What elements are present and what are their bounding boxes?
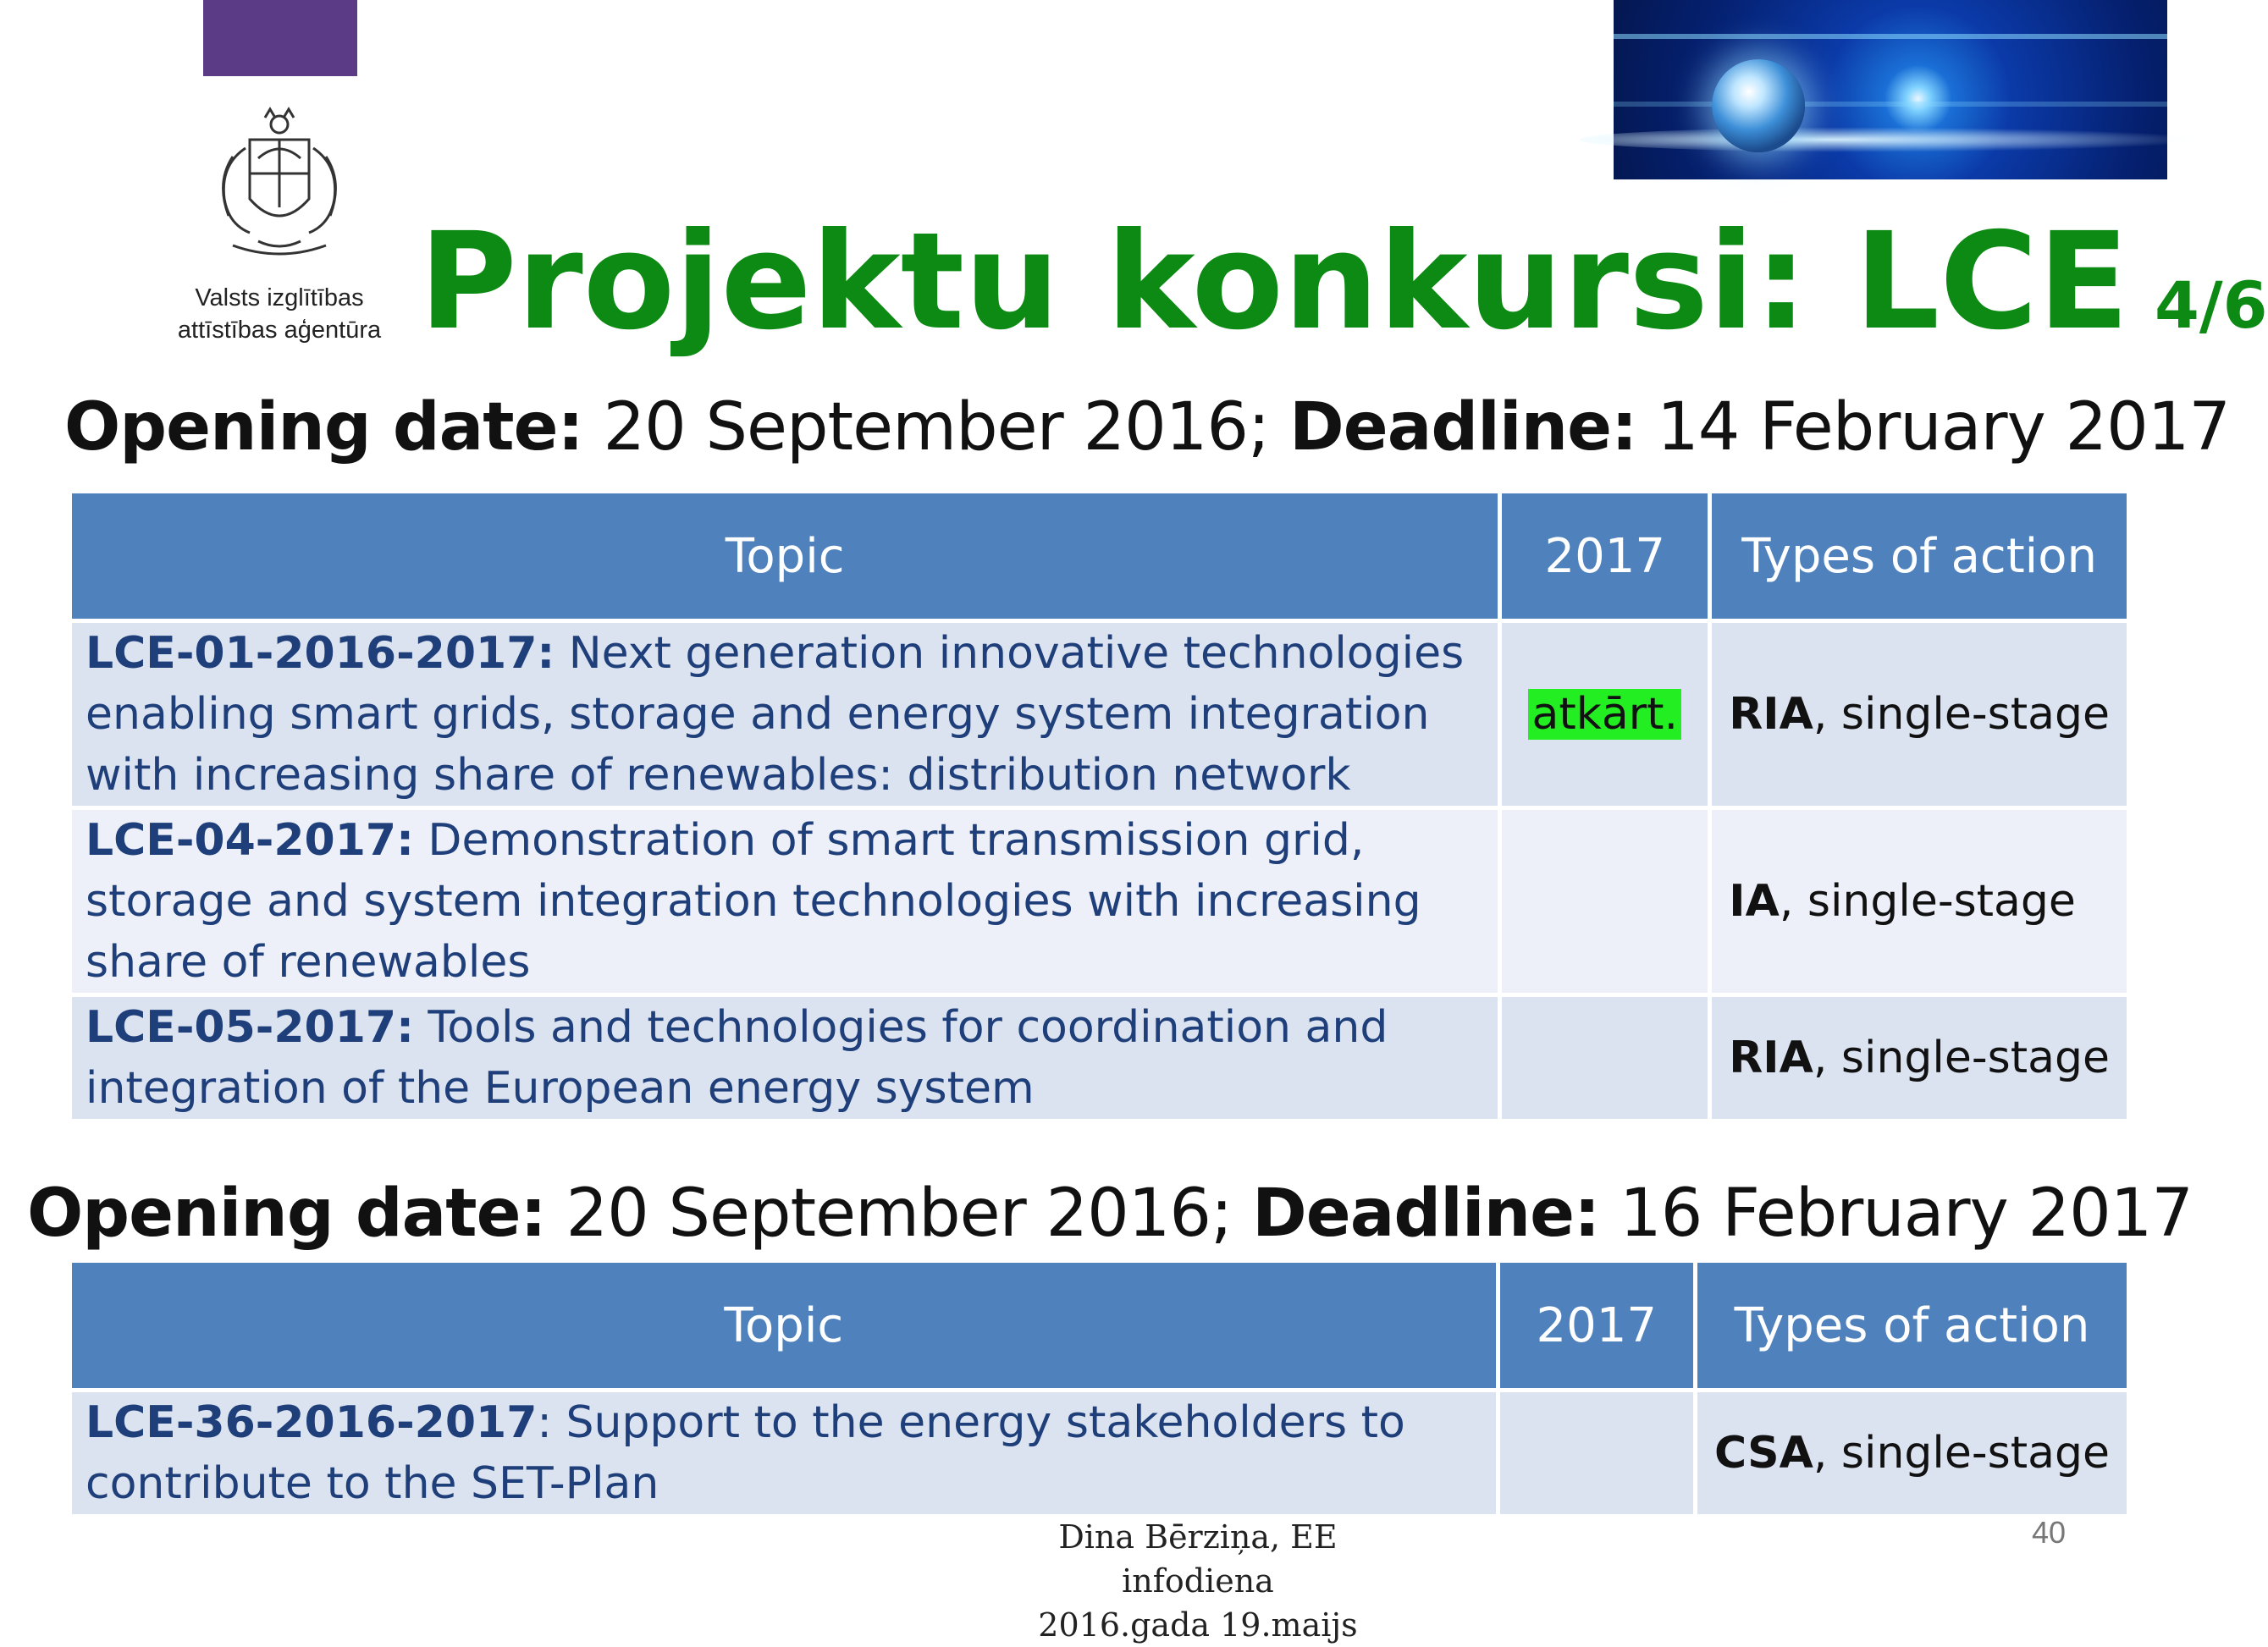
table-header-row [72, 1263, 2127, 1388]
agency-name-line2: attīstības aģentūra [177, 317, 382, 344]
repeat-badge: atkārt. [1528, 689, 1681, 740]
slide-title [419, 204, 2268, 360]
header-types: Types of action [1697, 1263, 2127, 1388]
header-year: 2017 [1502, 493, 1708, 619]
action-code: CSA [1714, 1428, 1813, 1479]
opening-label: Opening date: [27, 1176, 546, 1252]
topics-table-2 [68, 1259, 2131, 1518]
slide-footer [991, 1515, 1405, 1647]
deadline-label: Deadline: [1252, 1176, 1600, 1252]
agency-name [152, 282, 406, 346]
action-stage: , single-stage [1813, 1033, 2110, 1083]
section-2-dates [27, 1171, 2193, 1256]
action-cell [1712, 997, 2127, 1119]
deadline-value: 16 February 2017 [1620, 1176, 2194, 1252]
page-number: 40 [2032, 1515, 2067, 1550]
table-row [72, 623, 2127, 806]
action-stage: , single-stage [1813, 689, 2110, 740]
footer-author: Dina Bērziņa, EE infodiena [1058, 1518, 1338, 1600]
header-year: 2017 [1500, 1263, 1693, 1388]
year-cell [1502, 623, 1708, 806]
topic-description: Tools and technologies for coordination and integration of the European energy system [86, 1002, 1388, 1114]
header-topic: Topic [72, 493, 1498, 619]
action-code: RIA [1729, 689, 1813, 740]
header-types: Types of action [1712, 493, 2127, 619]
topic-code: LCE-04-2017: [86, 815, 414, 866]
topics-table-1 [68, 489, 2131, 1123]
agency-name-line1: Valsts izglītības [195, 284, 364, 311]
action-code: RIA [1729, 1033, 1813, 1083]
section-1-dates [64, 385, 2230, 470]
coat-of-arms-icon [199, 106, 360, 267]
topic-cell [72, 1392, 1496, 1514]
slide-title-counter: 4/6 [2154, 267, 2268, 343]
action-cell [1712, 623, 2127, 806]
opening-value: 20 September 2016; [603, 389, 1270, 465]
year-cell [1502, 810, 1708, 993]
agency-logo [152, 106, 406, 351]
topic-code: LCE-05-2017: [86, 1002, 414, 1053]
topic-code: LCE-01-2016-2017: [86, 628, 555, 679]
topic-cell [72, 997, 1498, 1119]
deadline-label: Deadline: [1289, 389, 1637, 465]
topic-description: : Support to the energy stakeholders to contribute to the SET-Plan [86, 1397, 1405, 1509]
topic-cell [72, 810, 1498, 993]
action-cell [1712, 810, 2127, 993]
table-row [72, 810, 2127, 993]
table-row [72, 1392, 2127, 1514]
action-code: IA [1729, 876, 1780, 927]
footer-date: 2016.gada 19.maijs [1038, 1606, 1358, 1644]
action-cell [1697, 1392, 2127, 1514]
topic-cell [72, 623, 1498, 806]
action-stage: , single-stage [1779, 876, 2076, 927]
slide-title-main: Projektu konkursi: LCE [419, 204, 2129, 360]
table-header-row [72, 493, 2127, 619]
topic-description: Demonstration of smart transmission grid, storage and system integration technologies with increasing share of renewables [86, 815, 1421, 988]
header-globe-image [1614, 0, 2167, 179]
decorative-bar [203, 0, 357, 76]
topic-code: LCE-36-2016-2017 [86, 1397, 538, 1448]
action-stage: , single-stage [1813, 1428, 2110, 1479]
opening-label: Opening date: [64, 389, 583, 465]
table-row [72, 997, 2127, 1119]
year-cell [1502, 997, 1708, 1119]
topic-description: Next generation innovative technologies enabling smart grids, storage and energy system integration with increasing share of renewables: distribution network [86, 628, 1465, 801]
deadline-value: 14 February 2017 [1657, 389, 2231, 465]
year-cell [1500, 1392, 1693, 1514]
opening-value: 20 September 2016; [566, 1176, 1233, 1252]
header-topic: Topic [72, 1263, 1496, 1388]
